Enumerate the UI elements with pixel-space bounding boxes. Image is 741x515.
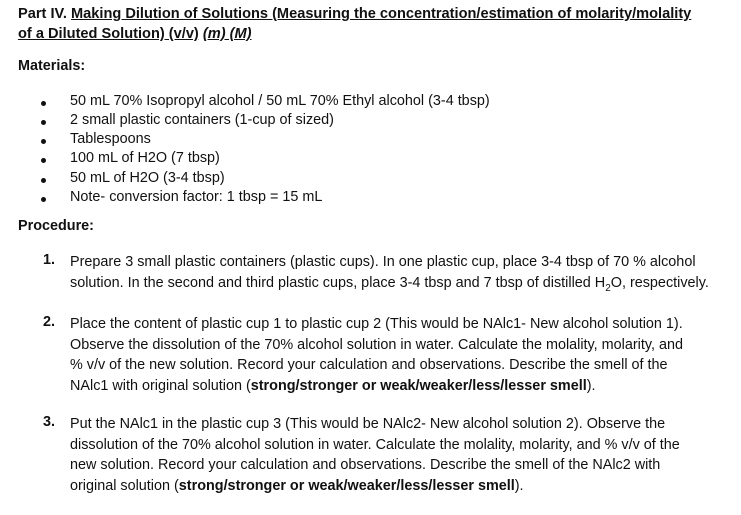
step-line: Place the content of plastic cup 1 to plastic cup 2 (This would be NAlc1- New alcohol solution 1). <box>70 316 683 332</box>
step-line-part: NAlc1 with original solution ( <box>70 377 251 394</box>
part-label: Part IV. <box>18 6 67 22</box>
step-line: dissolution of the 70% alcohol solution in water. Calculate the molality, molarity, and % v/v of the <box>70 436 680 453</box>
title-units: (m) (M) <box>202 26 252 42</box>
title-text-cont: of a Diluted Solution) (v/v) <box>18 26 199 42</box>
bullet-icon <box>41 158 46 163</box>
bullet-icon <box>41 178 46 183</box>
title-text: Making Dilution of Solutions (Measuring the concentration/estimation of molarity/molality <box>71 6 692 22</box>
step-line: Prepare 3 small plastic containers (plastic cups). In one plastic cup, place 3-4 tbsp of 70 % alcohol <box>70 254 696 270</box>
step-line: Observe the dissolution of the 70% alcohol solution in water. Calculate the molality, molarity, and <box>70 336 683 353</box>
step-number: 3. <box>43 414 56 430</box>
step-line-part: O, respectively. <box>610 274 709 291</box>
bullet-icon <box>41 120 46 125</box>
step-line <box>70 476 730 497</box>
material-item: 50 mL of H2O (3-4 tbsp) <box>70 170 225 186</box>
materials-heading: Materials: <box>18 58 86 74</box>
material-item: 2 small plastic containers (1-cup of sized) <box>70 112 334 128</box>
step-line <box>70 273 730 299</box>
material-item: Note- conversion factor: 1 tbsp = 15 mL <box>70 189 323 205</box>
step-line: Put the NAlc1 in the plastic cup 3 (This would be NAlc2- New alcohol solution 2). Observe the <box>70 416 666 432</box>
smell-scale: strong/stronger or weak/weaker/less/lesser smell <box>250 377 587 394</box>
step-line <box>70 376 730 397</box>
material-item: 100 mL of H2O (7 tbsp) <box>70 150 220 166</box>
part-title-line1 <box>18 6 691 22</box>
subscript: 2 <box>605 282 611 294</box>
step-number: 2. <box>43 314 56 330</box>
step-line-part: ). <box>586 377 596 394</box>
step-3-text <box>70 414 730 496</box>
step-line-part: ). <box>514 477 524 494</box>
step-number: 1. <box>43 252 56 268</box>
step-2-text <box>70 314 730 396</box>
step-1-text <box>70 252 730 299</box>
material-item: Tablespoons <box>70 131 151 147</box>
bullet-icon <box>41 197 46 202</box>
part-title-line2 <box>18 26 252 42</box>
smell-scale: strong/stronger or weak/weaker/less/lesser smell <box>178 477 515 494</box>
step-line: % v/v of the new solution. Record your calculation and observations. Describe the smell of the <box>70 357 668 373</box>
step-line: new solution. Record your calculation and observations. Describe the smell of the NAlc2 with <box>70 457 661 473</box>
procedure-heading: Procedure: <box>18 218 94 234</box>
material-item: 50 mL 70% Isopropyl alcohol / 50 mL 70% Ethyl alcohol (3-4 tbsp) <box>70 93 490 109</box>
bullet-icon <box>41 101 46 106</box>
bullet-icon <box>41 139 46 144</box>
step-line-part: original solution ( <box>70 477 179 494</box>
step-line-part: solution. In the second and third plastic cups, place 3-4 tbsp and 7 tbsp of distilled H <box>70 274 606 291</box>
